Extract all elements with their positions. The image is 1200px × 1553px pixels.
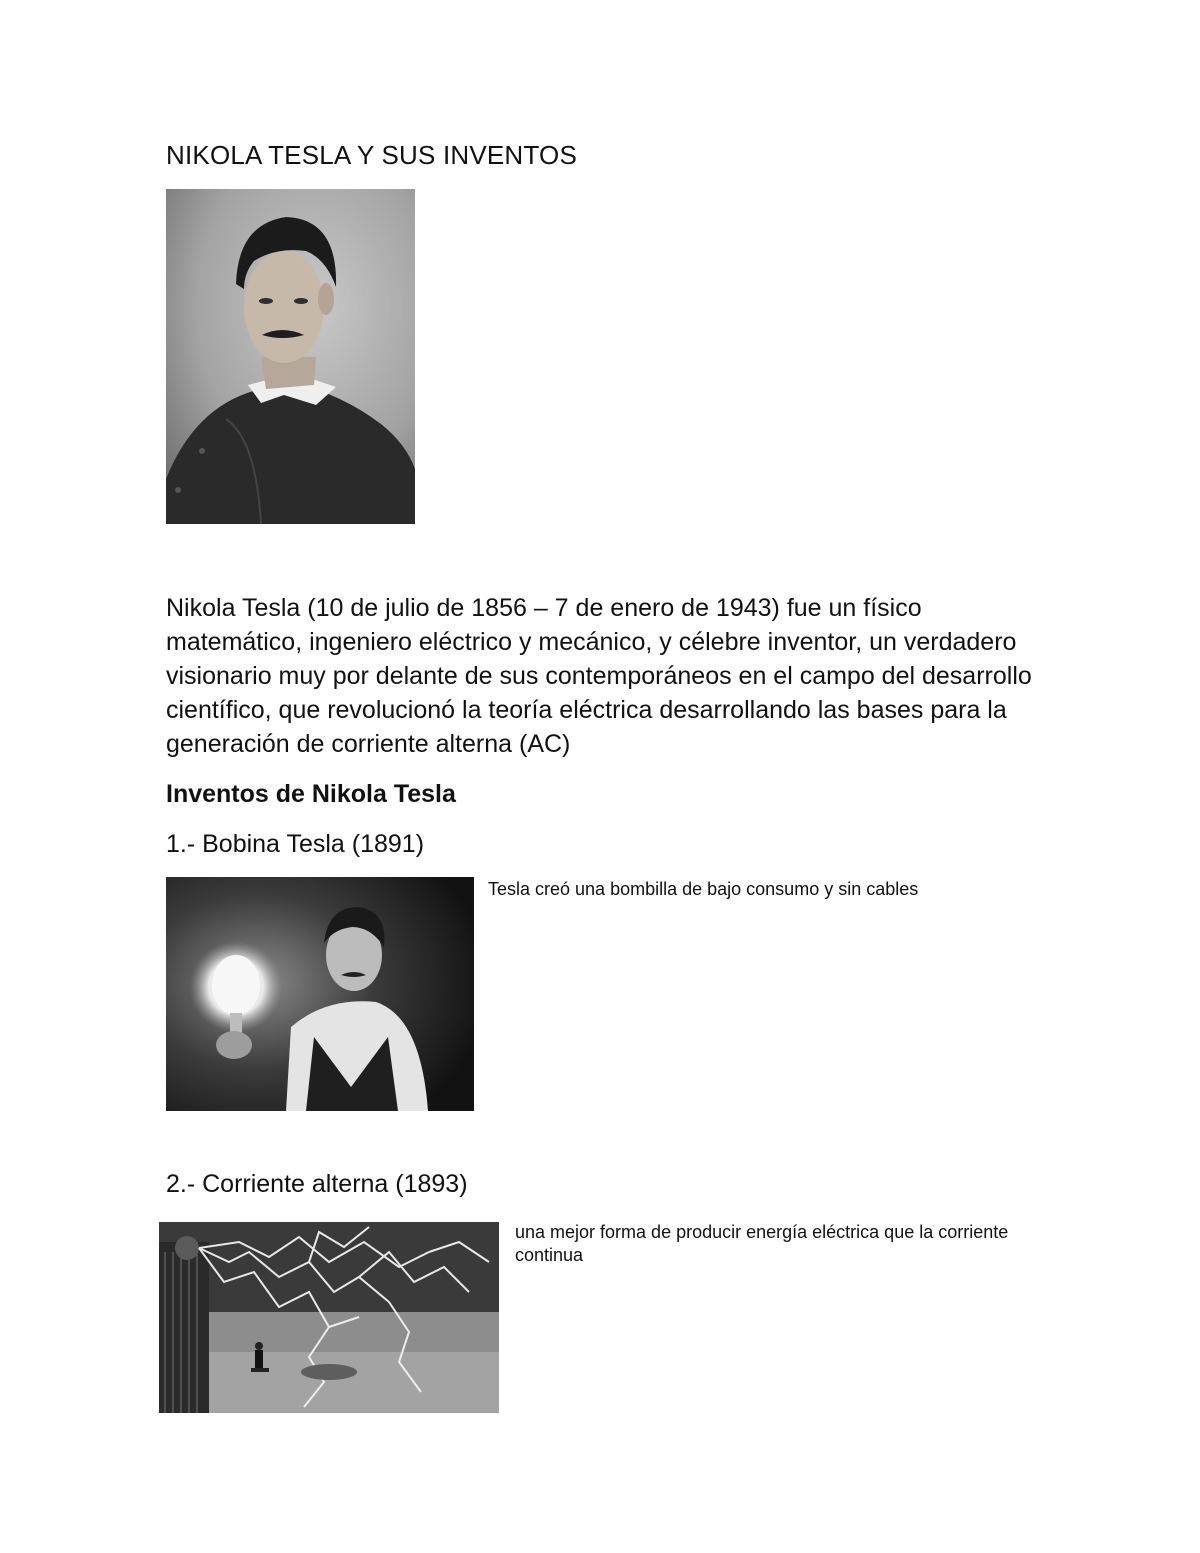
inventions-heading: Inventos de Nikola Tesla <box>166 780 456 808</box>
tesla-portrait-image <box>166 189 415 524</box>
invention-1-caption: Tesla creó una bombilla de bajo consumo y sin cables <box>488 879 919 899</box>
invention-2-caption: una mejor forma de producir energía eléctrica que la corriente continua <box>515 1222 1009 1265</box>
document-title: NIKOLA TESLA Y SUS INVENTOS <box>166 140 577 170</box>
invention-1-heading: 1.- Bobina Tesla (1891) <box>166 830 425 858</box>
intro-paragraph <box>166 591 1046 761</box>
invention-2-heading: 2.- Corriente alterna (1893) <box>166 1170 468 1198</box>
intro-text: Nikola Tesla (10 de julio de 1856 – 7 de enero de 1943) fue un físico matemático, ingeniero eléctrico y mecánico, y célebre inventor, un verdadero visionario muy por delante de sus contemporáneos en el campo del desarrollo científico, que revolucionó la teoría eléctrica desarrollando las bases para la generación de corriente alterna (AC) <box>166 594 1032 758</box>
tesla-lab-sparks-image <box>159 1222 499 1413</box>
tesla-bulb-image <box>166 877 474 1111</box>
